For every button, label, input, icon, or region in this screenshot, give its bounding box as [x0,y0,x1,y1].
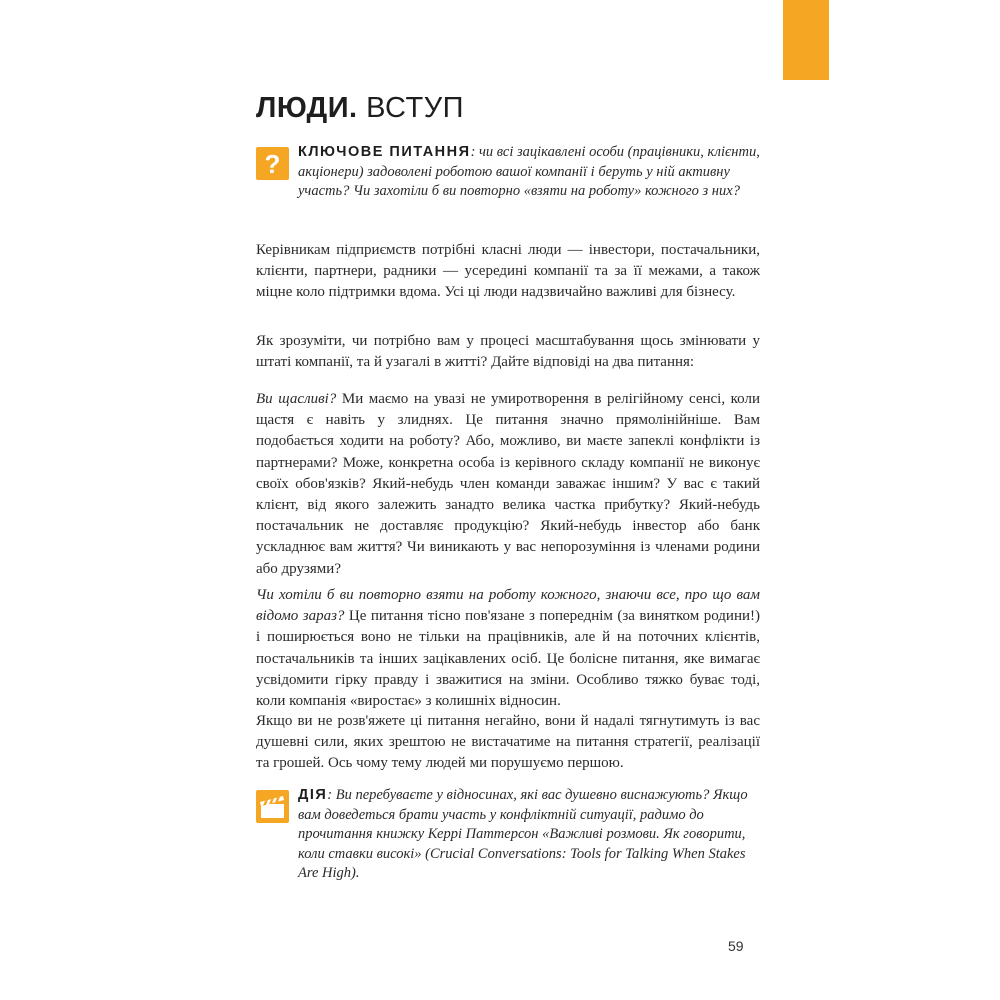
key-question-label: КЛЮЧОВЕ ПИТАННЯ [298,144,471,160]
key-question-text [298,143,760,202]
heading-bold: ЛЮДИ. [256,92,358,124]
paragraph-3 [256,389,760,580]
key-question-callout [256,143,760,202]
paragraph-3-italic: Ви щасливі? [256,391,337,407]
key-question-body: : чи всі зацікавлені особи (працівники, клієнти, акціонери) задоволені роботою вашої компанії і беруть у ній активну участь? Чи захотіли б ви повторно «взяти на роботу» кожного з них? [298,144,760,199]
action-callout [256,786,760,884]
chapter-tab [783,0,829,80]
question-mark-icon [256,147,289,180]
paragraph-4-rest: Це питання тісно пов'язане з попереднім (за винятком родини!) і поширюється воно не тільки на працівників, але й на поточних клієнтів, постачальників та інших зацікавлених осіб. Це болісне питання, яке вимагає усвідомити гірку правду і зважитися на зміни. Особливо тяжко буває тоді, коли компанія «виростає» з колишніх відносин. [256,608,760,710]
page-number: 59 [728,938,744,954]
heading-light: ВСТУП [357,92,464,124]
action-body: : Ви перебуваєте у відносинах, які вас душевно виснажують? Якщо вам доведеться брати участь у конфліктній ситуації, радимо до прочитання книжку Керрі Паттерсон «Важливі розмови. Як говорити, коли ставки високі» (Crucial Conversations: Tools for Talking When Stakes Are High). [298,787,748,881]
paragraph-2: Як зрозуміти, чи потрібно вам у процесі масштабування щось змінювати у штаті компанії, та й узагалі в житті? Дайте відповіді на два питання: [256,333,760,371]
paragraph-4 [256,585,760,712]
action-text [298,786,760,884]
paragraph-1: Керівникам підприємств потрібні класні люди — інвестори, постачальники, клієнти, партнери, радники — усередині компанії та за її межами, а також міцне коло підтримки вдома. Усі ці люди надзвичайно важливі для бізнесу. [256,242,760,301]
paragraph-4-italic: Чи хотіли б ви повторно взяти на роботу кожного, знаючи все, про що вам відомо зараз? [256,587,760,625]
svg-text:?: ? [264,149,281,179]
section-heading [256,92,464,125]
action-label: ДІЯ [298,787,328,803]
clapperboard-icon [256,790,289,823]
paragraph-3-rest: Ми маємо на увазі не умиротворення в релігійному сенсі, коли щастя є навіть у злиднях. Це питання значно прямолінійніше. Вам подобається ходити на роботу? Або, можливо, ви маєте запеклі конфлікти із партнерами? Може, конкретна особа із керівного складу компанії не виконує своїх обов'язків? Який-небудь член команди заважає іншим? У вас є такий клієнт, від якого залежить занадто велика частка прибутку? Який-небудь постачальник не доставляє продукцію? Який-небудь інвестор або банк ускладнює вам життя? Чи виникають у вас непорозуміння із членами родини або друзями? [256,391,760,577]
paragraph-5: Якщо ви не розв'яжете ці питання негайно, вони й надалі тягнутимуть із вас душевні сили, яких зрештою не вистачатиме на питання стратегії, реалізації та грошей. Ось чому тему людей ми порушуємо першою. [256,713,760,772]
